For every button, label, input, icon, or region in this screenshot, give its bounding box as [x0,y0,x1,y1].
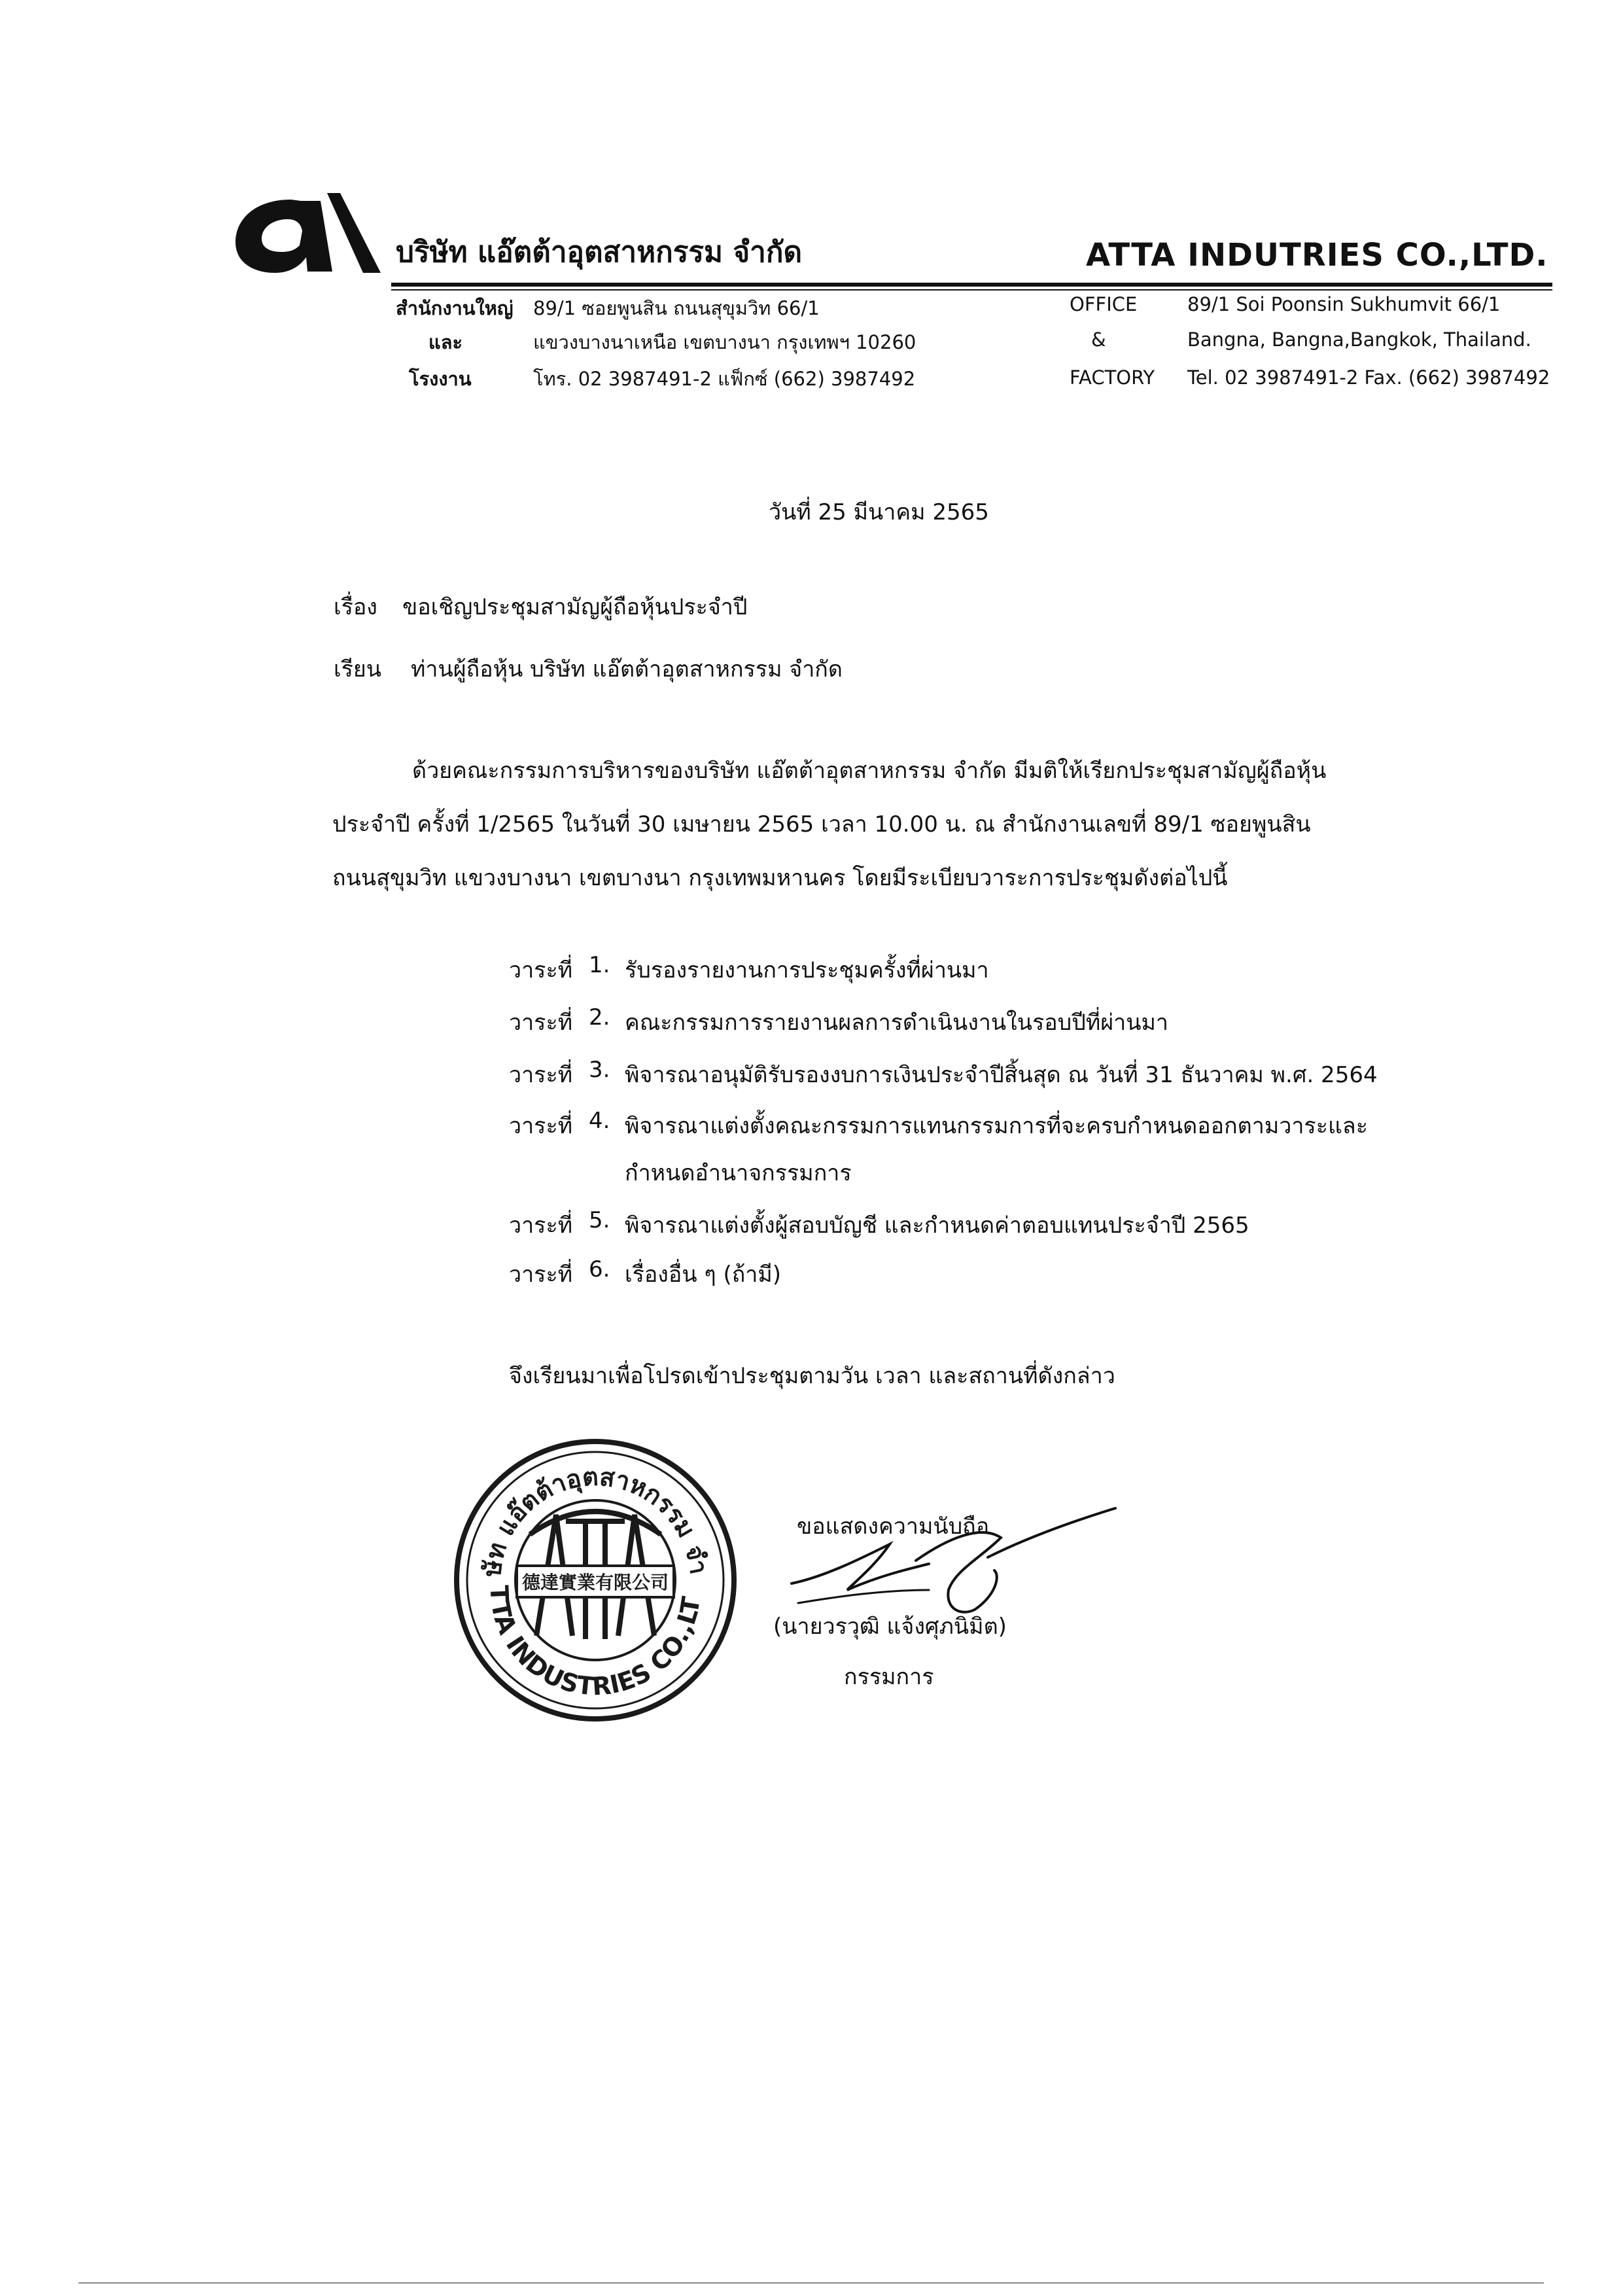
seal-top-text-path: ษัท แอ๊ตต้าอุตสาหกรรม จำ [477,1462,714,1579]
agenda-number: 2. [589,1004,610,1031]
recipient-text: ท่านผู้ถือหุ้น บริษัท แอ๊ตต้าอุตสาหกรรม จำกัด [411,656,843,682]
address-value: โทร. 02 3987491-2 แฟ็กซ์ (662) 3987492 [533,368,916,390]
agenda-text: พิจารณาอนุมัติรับรองงบการเงินประจำปีสิ้นสุด ณ วันที่ 31 ธันวาคม พ.ศ. 2564 [625,1062,1378,1088]
address-label: & [1091,328,1106,351]
agenda-text: พิจารณาแต่งตั้งคณะกรรมการแทนกรรมการที่จะครบกำหนดออกตามวาระและ [625,1113,1368,1139]
agenda-number: 1. [589,952,610,978]
body-line: ประจำปี ครั้งที่ 1/2565 ในวันที่ 30 เมษายน 2565 เวลา 10.00 น. ณ สำนักงานเลขที่ 89/1 ซอยพูนสิน [332,811,1311,838]
company-seal [451,1436,739,1724]
agenda-label: วาระที่ [509,1113,573,1139]
letterhead-rule [391,283,1552,287]
agenda-text: คณะกรรมการรายงานผลการดำเนินงานในรอบปีที่ผ่านมา [625,1010,1168,1036]
agenda-number: 3. [589,1057,610,1083]
letterhead-rule-thin [391,289,1552,291]
agenda-label: วาระที่ [509,1212,573,1239]
seal-bottom-text-path: TTA INDUSTRIES CO.,LT [484,1584,706,1701]
address-label: โรงงาน [409,368,472,390]
address-value: แขวงบางนาเหนือ เขตบางนา กรุงเทพฯ 10260 [533,331,916,353]
company-logo [229,186,386,278]
agenda-label: วาระที่ [509,957,573,983]
signatory-name: (นายวรวุฒิ แจ้งศุภนิมิต) [773,1614,1007,1640]
page-bottom-edge [79,2282,1544,2284]
agenda-number: 6. [589,1256,610,1282]
closing-line: จึงเรียนมาเพื่อโปรดเข้าประชุมตามวัน เวลา และสถานที่ดังกล่าว [509,1363,1115,1389]
agenda-number: 5. [589,1207,610,1233]
agenda-text: เรื่องอื่น ๆ (ถ้ามี) [625,1262,782,1288]
recipient-label: เรียน [334,656,382,682]
address-label: และ [428,331,463,353]
agenda-number: 4. [589,1108,610,1134]
address-label: FACTORY [1070,366,1155,389]
seal-center-text: 德達實業有限公司 [521,1572,669,1593]
agenda-label: วาระที่ [509,1062,573,1088]
signature-regards: ขอแสดงความนับถือ [797,1513,990,1540]
signatory-title: กรรมการ [844,1664,934,1690]
agenda-text-continued: กำหนดอำนาจกรรมการ [625,1160,852,1186]
letter-date: วันที่ 25 มีนาคม 2565 [769,499,989,525]
body-line: ถนนสุขุมวิท แขวงบางนา เขตบางนา กรุงเทพมหานคร โดยมีระเบียบวาระการประชุมดังต่อไปนี้ [332,865,1228,891]
address-value: Bangna, Bangna,Bangkok, Thailand. [1187,328,1531,351]
subject-label: เรื่อง [334,594,377,620]
address-label: OFFICE [1070,293,1138,315]
address-value: 89/1 Soi Poonsin Sukhumvit 66/1 [1187,293,1501,315]
body-line: ด้วยคณะกรรมการบริหารของบริษัท แอ๊ตต้าอุตสาหกรรม จำกัด มีมติให้เรียกประชุมสามัญผู้ถือหุ้น [412,758,1327,784]
address-value: 89/1 ซอยพูนสิน ถนนสุขุมวิท 66/1 [533,297,820,319]
agenda-label: วาระที่ [509,1010,573,1036]
agenda-text: รับรองรายงานการประชุมครั้งที่ผ่านมา [625,957,989,983]
company-name-english: ATTA INDUTRIES CO.,LTD. [1086,237,1548,274]
agenda-label: วาระที่ [509,1262,573,1288]
subject-text: ขอเชิญประชุมสามัญผู้ถือหุ้นประจำปี [402,594,748,620]
address-value: Tel. 02 3987491-2 Fax. (662) 3987492 [1187,366,1550,389]
agenda-text: พิจารณาแต่งตั้งผู้สอบบัญชี และกำหนดค่าตอบแทนประจำปี 2565 [625,1212,1249,1239]
company-name-thai: บริษัท แอ๊ตต้าอุตสาหกรรม จำกัด [396,236,803,269]
address-label: สำนักงานใหญ่ [396,297,514,319]
